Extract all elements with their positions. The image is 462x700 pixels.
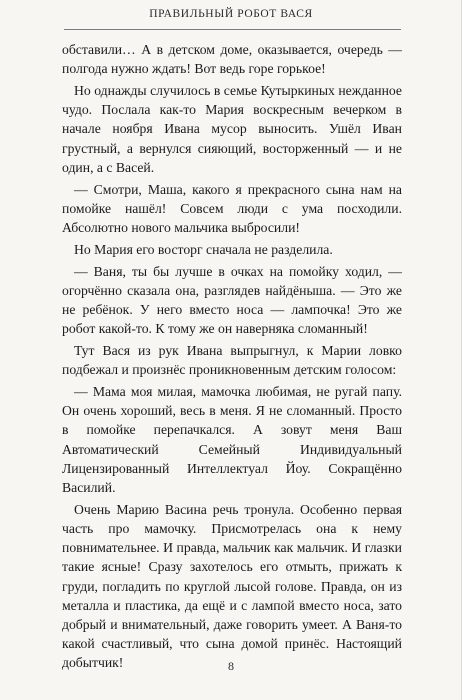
paragraph: — Мама моя милая, мамочка любимая, не ругай папу. Он очень хороший, весь в меня. Я не сломанный. Просто в помойке перепачкался. А зовут меня Ваш Автоматический Семейный Индивидуальный Лицензированный Интеллектуал Йоу. Сокращённо Василий.	[62, 384, 402, 496]
paragraph: Очень Марию Васина речь тронула. Особенно первая часть про мамочку. Присмотрелась она к нему повнимательнее. И правда, мальчик как мальчик. И глазки такие ясные! Сразу захотелось его отмыть, прижать к груди, погладить по круглой лысой голове. Правда, он из металла и пластика, да ещё и с лампой вместо носа, зато добрый и внимательный, даже говорить умеет. А Ваня-то какой счастливый, что сына домой принёс. Настоящий добытчик!	[62, 501, 402, 671]
paragraph: — Смотри, Маша, какого я прекрасного сына нам на помойке нашёл! Совсем люди с ума посходили. Абсолютно нового мальчика выбросили!	[62, 181, 402, 236]
paragraph: Но однажды случилось в семье Кутыркиных нежданное чудо. Послала как-то Мария воскресным вечерком в начале ноября Ивана мусор выносить. Ушёл Иван грустный, а вернулся сияющий, восторженный — и не один, а с Васей.	[62, 83, 402, 175]
body-text	[62, 40, 402, 675]
paragraph: Но Мария его восторг сначала не разделила.	[74, 241, 333, 257]
running-title: ПРАВИЛЬНЫЙ РОБОТ ВАСЯ	[149, 8, 313, 20]
paragraph: обставили… А в детском доме, оказывается, очередь — полгода нужно ждать! Вот ведь горе горькое!	[62, 42, 402, 77]
paragraph: — Ваня, ты бы лучше в очках на помойку ходил, — огорчённо сказала она, разглядев найдёныша. — Это же не ребёнок. У него вместо носа — лампочка! Это же робот какой-то. К тому же он наверняка сломанный!	[62, 263, 402, 337]
page-number: 8	[228, 659, 234, 673]
paragraph: Тут Вася из рук Ивана выпрыгнул, к Марии ловко подбежал и произнёс проникновенным детским голосом:	[62, 343, 402, 378]
header-rule	[64, 29, 401, 30]
